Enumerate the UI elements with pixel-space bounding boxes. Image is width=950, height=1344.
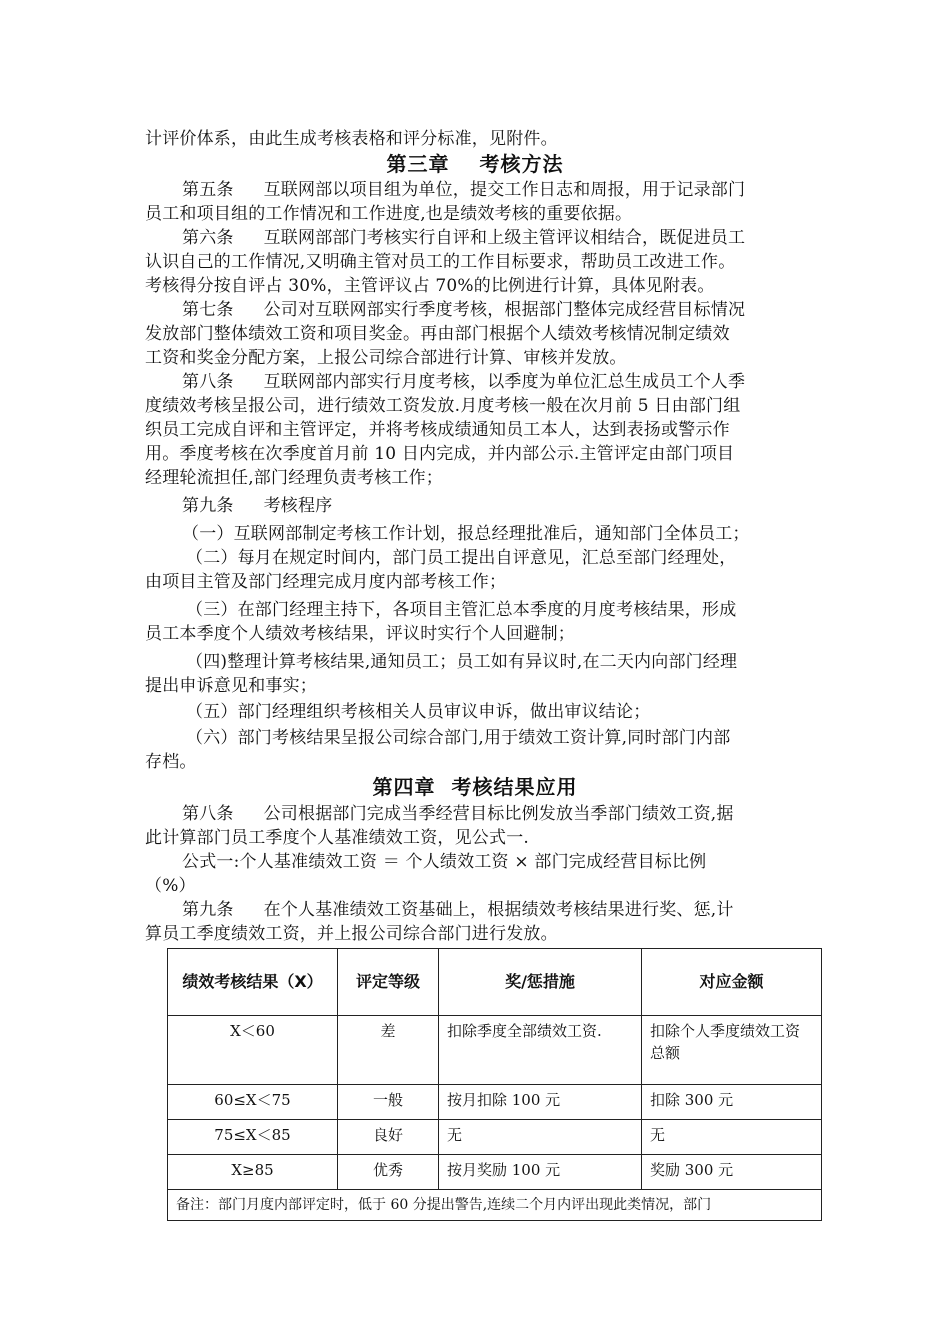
table-note-row [168,1190,822,1221]
table-cell: 按月奖励 100 元 [439,1155,642,1190]
procedure-step-4-cont: 提出申诉意见和事实； [145,676,317,696]
reward-penalty-table [167,948,822,1221]
table-row [168,1155,822,1190]
table-cell: 优秀 [338,1155,439,1190]
paragraph-line: 计评价体系，由此生成考核表格和评分标准，见附件。 [145,129,558,149]
article-text: 互联网部内部实行月度考核，以季度为单位汇总生成员工个人季 [263,372,746,392]
procedure-step-3: （三）在部门经理主持下，各项目主管汇总本季度的月度考核结果，形成 [186,600,737,620]
article-text: 互联网部以项目组为单位，提交工作日志和周报，用于记录部门 [263,180,746,200]
article-nine [182,494,815,518]
article-text: 公司根据部门完成当季经营目标比例发放当季部门绩效工资,据 [263,804,734,824]
procedure-step-2-cont: 由项目主管及部门经理完成月度内部考核工作； [145,572,507,592]
article-label: 第八条 [182,804,234,824]
procedure-step-6-cont: 存档。 [145,752,197,772]
article-label: 第七条 [182,300,234,320]
chapter-four-heading [145,774,805,800]
header-amount: 对应金额 [642,949,822,1016]
article-text: 在个人基准绩效工资基础上，根据绩效考核结果进行奖、惩,计 [263,900,734,920]
procedure-step-1: （一）互联网部制定考核工作计划，报总经理批准后，通知部门全体员工； [182,524,750,544]
article-eight [182,370,815,394]
procedure-step-5: （五）部门经理组织考核相关人员审议申诉，做出审议结论； [186,702,651,722]
article-label: 第六条 [182,228,234,248]
article-text: 互联网部部门考核实行自评和上级主管评议相结合，既促进员工 [263,228,746,248]
table-note: 备注：部门月度内部评定时，低于 60 分提出警告,连续二个月内评出现此类情况，部门 [168,1190,822,1221]
article-text: 考核程序 [263,496,333,516]
table-cell: 75≤X＜85 [168,1120,338,1155]
article-seven-cont: 工资和奖金分配方案，上报公司综合部进行计算、审核并发放。 [145,348,627,368]
procedure-step-3-cont: 员工本季度个人绩效考核结果，评议时实行个人回避制； [145,624,575,644]
chapter-number: 第三章 [386,152,450,176]
table-cell: 扣除个人季度绩效工资总额 [642,1016,822,1085]
article-six [182,226,815,250]
article-six-cont: 考核得分按自评占 30%，主管评议占 70%的比例进行计算，具体见附表。 [145,276,715,296]
article-text: 公司对互联网部实行季度考核，根据部门整体完成经营目标情况 [263,300,746,320]
article-seven-cont: 发放部门整体绩效工资和项目奖金。再由部门根据个人绩效考核情况制定绩效 [145,324,730,344]
article-label: 第八条 [182,372,234,392]
article-eight-cont: 度绩效考核呈报公司，进行绩效工资发放.月度考核一般在次月前 5 日由部门组 [145,396,741,416]
article-five [182,178,815,202]
table-cell: X＜60 [168,1016,338,1085]
article-eight-cont: 用。季度考核在次季度首月前 10 日内完成，并内部公示.主管评定由部门项目 [145,444,735,464]
chapter-four-article-eight [182,802,815,826]
procedure-step-2: （二）每月在规定时间内，部门员工提出自评意见，汇总至部门经理处， [186,548,737,568]
article-eight-cont: 此计算部门员工季度个人基准绩效工资，见公式一. [145,828,530,848]
article-eight-cont: 经理轮流担任,部门经理负责考核工作； [145,468,444,488]
table-cell: 按月扣除 100 元 [439,1085,642,1120]
table-cell: 无 [642,1120,822,1155]
table-cell: X≥85 [168,1155,338,1190]
table-cell: 奖励 300 元 [642,1155,822,1190]
chapter-three-heading [145,151,805,177]
header-grade: 评定等级 [338,949,439,1016]
article-six-cont: 认识自己的工作情况,又明确主管对员工的工作目标要求，帮助员工改进工作。 [145,252,736,272]
article-label: 第九条 [182,496,234,516]
table-row [168,1085,822,1120]
table-cell: 良好 [338,1120,439,1155]
table-cell: 差 [338,1016,439,1085]
article-label: 第九条 [182,900,234,920]
header-result: 绩效考核结果（X） [168,949,338,1016]
article-nine-cont: 算员工季度绩效工资，并上报公司综合部门进行发放。 [145,924,558,944]
table-cell: 60≤X＜75 [168,1085,338,1120]
formula-one-cont: （%） [145,876,196,896]
formula-one: 公式一:个人基准绩效工资 ＝ 个人绩效工资 × 部门完成经营目标比例 [182,852,707,872]
table-row [168,1120,822,1155]
table-cell: 无 [439,1120,642,1155]
header-measure: 奖/惩措施 [439,949,642,1016]
procedure-step-4: （四)整理计算考核结果,通知员工；员工如有异议时,在二天内向部门经理 [186,652,738,672]
table-cell: 一般 [338,1085,439,1120]
table-cell: 扣除季度全部绩效工资. [439,1016,642,1085]
article-label: 第五条 [182,180,234,200]
procedure-step-6: （六）部门考核结果呈报公司综合部门,用于绩效工资计算,同时部门内部 [186,728,731,748]
article-five-cont: 员工和项目组的工作情况和工作进度,也是绩效考核的重要依据。 [145,204,633,224]
table-header-row [168,949,822,1016]
article-eight-cont: 织员工完成自评和主管评定，并将考核成绩通知员工本人，达到表扬或警示作 [145,420,730,440]
table-row [168,1016,822,1085]
chapter-number: 第四章 [372,775,436,799]
chapter-title: 考核结果应用 [451,775,578,799]
table-cell: 扣除 300 元 [642,1085,822,1120]
article-seven [182,298,815,322]
chapter-four-article-nine [182,898,815,922]
chapter-title: 考核方法 [479,152,564,176]
